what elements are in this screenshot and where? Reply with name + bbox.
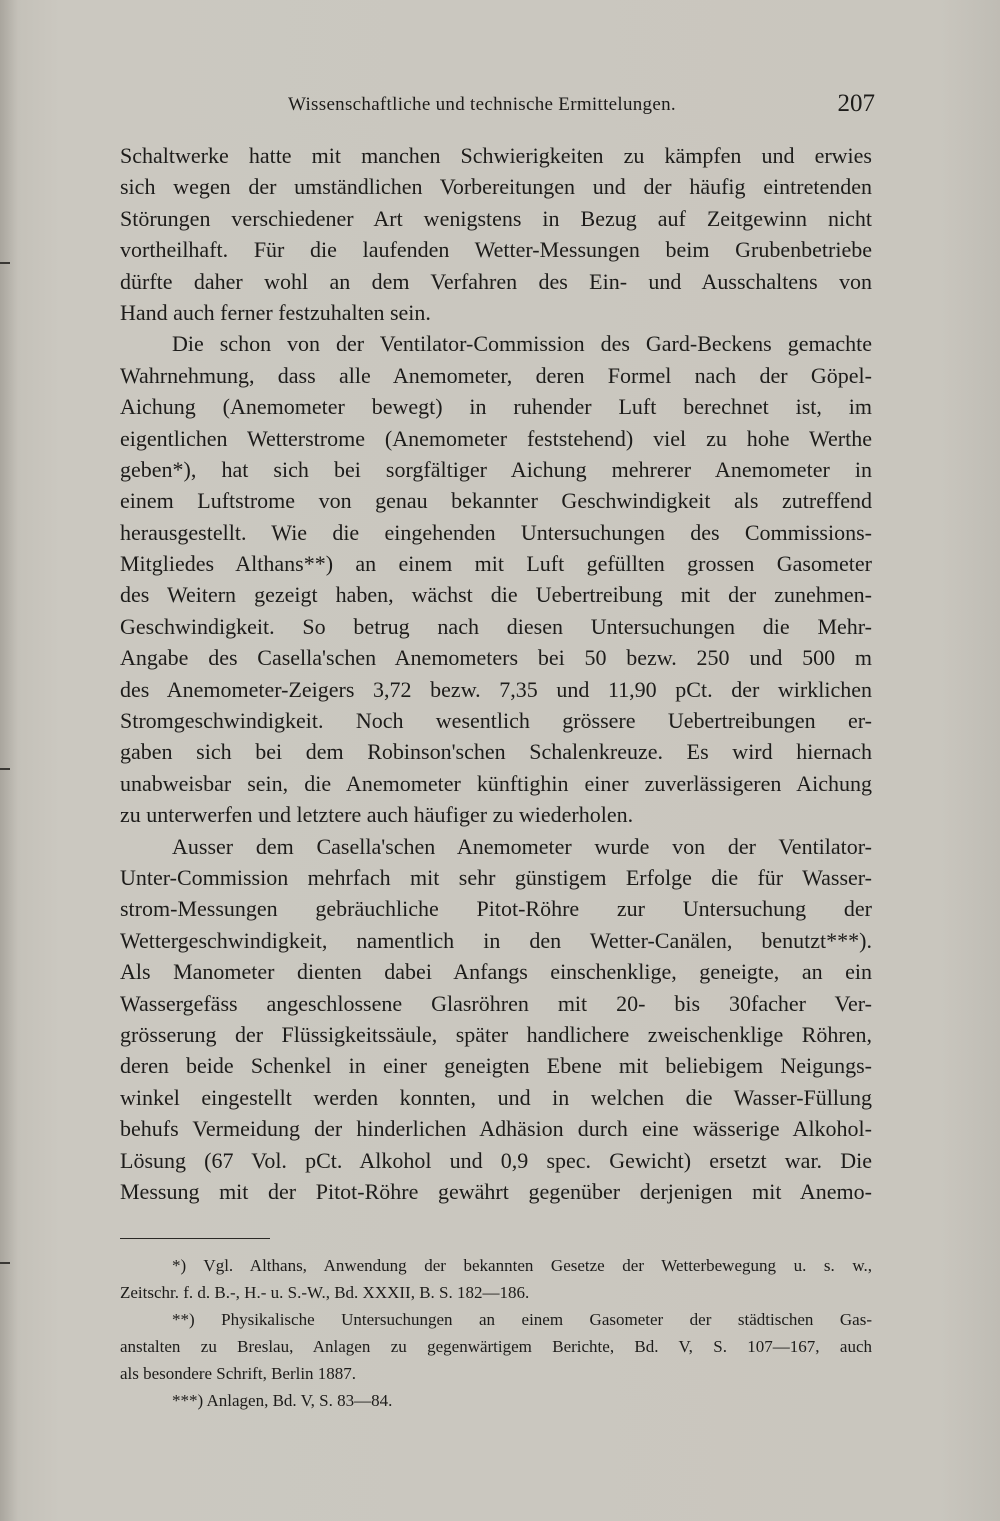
footnote-line: ***) Anlagen, Bd. V, S. 83—84.: [172, 1391, 393, 1410]
text-line: Schaltwerke hatte mit manchen Schwierigkeiten zu kämpfen und erwies: [120, 143, 872, 168]
footnote-line: *) Vgl. Althans, Anwendung der bekannten Gesetze der Wetterbewegung u. s. w.,: [172, 1256, 872, 1275]
text-line: Wahrnehmung, dass alle Anemometer, deren Formel nach der Göpel-: [120, 362, 872, 388]
text-line: zu unterwerfen und letztere auch häufiger zu wiederholen.: [120, 802, 634, 828]
body-text: [120, 140, 872, 1207]
footnote-line: Zeitschr. f. d. B.-, H.- u. S.-W., Bd. XXXII, B. S. 182—186.: [120, 1283, 530, 1302]
text-line: Störungen verschiedener Art wenigstens in Bezug auf Zeitgewinn nicht: [120, 205, 872, 231]
text-line: Lösung (67 Vol. pCt. Alkohol und 0,9 spec. Gewicht) ersetzt war. Die: [120, 1147, 872, 1173]
footnote-line: **) Physikalische Untersuchungen an einem Gasometer der städtischen Gas-: [172, 1310, 872, 1329]
margin-mark: [0, 262, 10, 264]
text-line: behufs Vermeidung der hinderlichen Adhäsion durch eine wässerige Alkohol-: [120, 1116, 872, 1142]
text-line: deren beide Schenkel in einer geneigten Ebene mit beliebigem Neigungs-: [120, 1053, 872, 1079]
text-line: grösserung der Flüssigkeitssäule, später handlichere zweischenklige Röhren,: [120, 1021, 872, 1047]
text-line: Als Manometer dienten dabei Anfangs einschenklige, geneigte, an ein: [120, 959, 872, 985]
text-line: herausgestellt. Wie die eingehenden Untersuchungen des Commissions-: [120, 519, 872, 545]
margin-mark: [0, 1262, 10, 1264]
text-line: einem Luftstrome von genau bekannter Geschwindigkeit als zutreffend: [120, 488, 872, 514]
text-line: Geschwindigkeit. So betrug nach diesen Untersuchungen die Mehr-: [120, 613, 872, 639]
text-line: unabweisbar sein, die Anemometer künftighin einer zuverlässigeren Aichung: [120, 770, 872, 796]
text-line: Wassergefäss angeschlossene Glasröhren mit 20- bis 30facher Ver-: [120, 990, 872, 1016]
running-head: [120, 92, 875, 122]
text-line: Angabe des Casella'schen Anemometers bei 50 bezw. 250 und 500 m: [120, 645, 872, 671]
text-line: gaben sich bei dem Robinson'schen Schalenkreuze. Es wird hiernach: [120, 739, 872, 765]
text-line: Messung mit der Pitot-Röhre gewährt gegenüber derjenigen mit Anemo-: [120, 1178, 872, 1204]
footnote-line: als besondere Schrift, Berlin 1887.: [120, 1364, 357, 1383]
text-line: vortheilhaft. Für die laufenden Wetter-Messungen beim Grubenbetriebe: [120, 237, 872, 263]
text-line: sich wegen der umständlichen Vorbereitungen und der häufig eintretenden: [120, 174, 872, 200]
footnote-line: anstalten zu Breslau, Anlagen zu gegenwärtigem Berichte, Bd. V, S. 107—167, auch: [120, 1337, 872, 1356]
text-line: des Weitern gezeigt haben, wächst die Uebertreibung mit der zunehmen-: [120, 582, 872, 608]
text-line: Ausser dem Casella'schen Anemometer wurde von der Ventilator-: [172, 833, 872, 859]
footnotes: [120, 1252, 872, 1414]
text-line: dürfte daher wohl an dem Verfahren des Ein- und Ausschaltens von: [120, 268, 872, 294]
text-line: winkel eingestellt werden konnten, und in welchen die Wasser-Füllung: [120, 1084, 872, 1110]
text-line: Unter-Commission mehrfach mit sehr günstigem Erfolge die für Wasser-: [120, 864, 872, 890]
text-line: Die schon von der Ventilator-Commission des Gard-Beckens gemachte: [172, 331, 872, 357]
text-line: strom-Messungen gebräuchliche Pitot-Röhre zur Untersuchung der: [120, 896, 872, 922]
page-number: 207: [837, 90, 875, 117]
text-line: Wettergeschwindigkeit, namentlich in den Wetter-Canälen, benutzt***).: [120, 927, 872, 953]
text-line: Mitgliedes Althans**) an einem mit Luft gefüllten grossen Gasometer: [120, 551, 872, 577]
running-title: Wissenschaftliche und technische Ermittelungen.: [288, 94, 676, 115]
text-line: Hand auch ferner festzuhalten sein.: [120, 299, 431, 325]
text-line: Stromgeschwindigkeit. Noch wesentlich grössere Uebertreibungen er-: [120, 708, 872, 734]
footnote-rule: [120, 1238, 270, 1239]
margin-mark: [0, 768, 10, 770]
text-line: Aichung (Anemometer bewegt) in ruhender Luft berechnet ist, im: [120, 394, 872, 420]
text-line: des Anemometer-Zeigers 3,72 bezw. 7,35 und 11,90 pCt. der wirklichen: [120, 676, 872, 702]
text-line: eigentlichen Wetterstrome (Anemometer feststehend) viel zu hohe Werthe: [120, 425, 872, 451]
text-line: geben*), hat sich bei sorgfältiger Aichung mehrerer Anemometer in: [120, 456, 872, 482]
